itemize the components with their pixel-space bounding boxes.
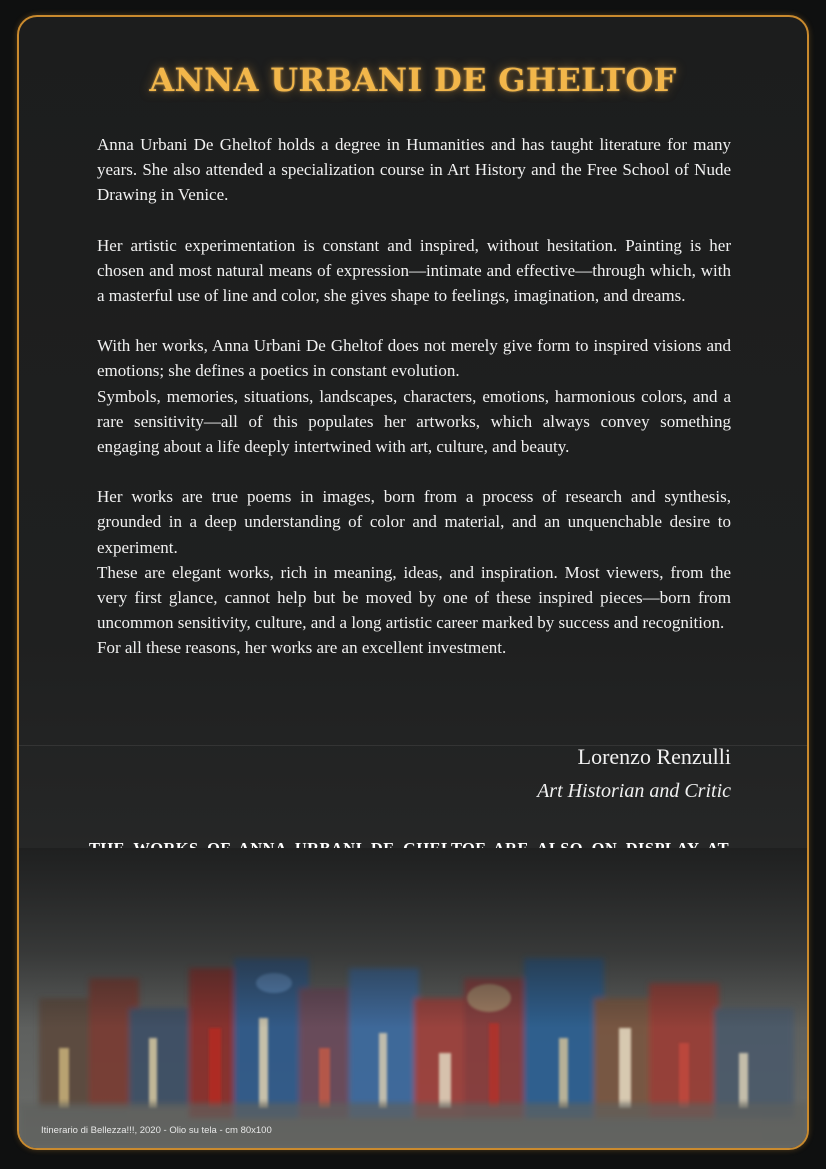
paragraph-experimentation: Her artistic experimentation is constant and inspired, without hesitation. Painting is her chosen and most natural means of expression—intimate and effective—through which, with a masterful use of line and color, she gives shape to feelings, imagination, and dreams. <box>97 235 731 306</box>
signature-role: Art Historian and Critic <box>537 780 731 802</box>
paragraph-poetics: With her works, Anna Urbani De Gheltof does not merely give form to inspired visions and emotions; she defines a poetics in constant evolution. <box>97 336 731 381</box>
biography-text <box>97 132 731 661</box>
signature-name: Lorenzo Renzulli <box>577 744 731 769</box>
paragraph-poems: Her works are true poems in images, born from a process of research and synthesis, grounded in a deep understanding of color and material, and an unquenchable desire to experiment. <box>97 487 731 557</box>
paragraph-education: Anna Urbani De Gheltof holds a degree in Humanities and has taught literature for many years. She also attended a specialization course in Art History and the Free School of Nude Drawing in Venice. <box>97 135 731 205</box>
painting-illustration <box>19 848 807 1148</box>
paragraph-symbols: Symbols, memories, situations, landscapes, characters, emotions, harmonious colors, and a rare sensitivity—all of this populates her artworks, which always convey something engaging about a life deeply intertwined with art, culture, and beauty. <box>97 386 731 457</box>
page-title: ANNA URBANI DE GHELTOF <box>149 61 677 99</box>
paragraph-elegant-works: These are elegant works, rich in meaning, ideas, and inspiration. Most viewers, from the very first glance, cannot help but be moved by one of these inspired pieces—born from uncommon sensitivity, culture, and a long artistic career marked by success and recognition. <box>97 562 731 633</box>
poster-card <box>17 15 809 1150</box>
signature-block <box>537 742 731 806</box>
paragraph-investment: For all these reasons, her works are an excellent investment. <box>97 638 507 658</box>
painting-caption: Itinerario di Bellezza!!!, 2020 - Olio su tela - cm 80x100 <box>41 1125 272 1136</box>
painting-image <box>19 848 807 1148</box>
